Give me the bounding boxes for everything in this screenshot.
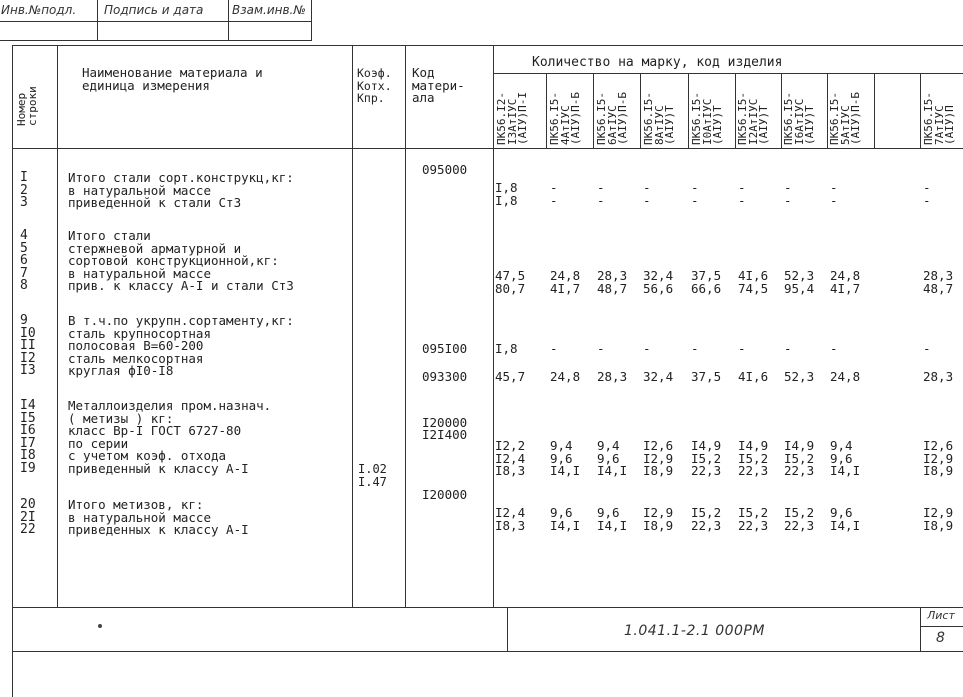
row-text-2: Итого стали стержневой арматурной и сортовой конструкционной,кг: в натуральной массе прив. к классу А-I и стали Ст3: [68, 228, 294, 294]
value-cell: 9,6 I4,I: [597, 505, 628, 533]
value-cell: - -: [738, 180, 746, 208]
item-code-7: ПК56.I5- I6AтIУС (AIУ)Т: [782, 92, 816, 145]
value-cell: 28,3: [597, 369, 628, 384]
value-cell: I2,6 I2,9 I8,9: [923, 438, 954, 479]
value-cell: - -: [597, 180, 605, 208]
value-cell: 9,6 I4,I: [830, 505, 861, 533]
value-cell: I4,9 I5,2 22,3: [691, 438, 722, 479]
value-cell: I,8 I,8: [495, 180, 518, 208]
row-code-5: I20000: [422, 487, 468, 502]
row-code-3b: 093300: [422, 369, 468, 384]
item-code-2: ПК56.I5- 4AтIУС (AIУ)П-Б: [548, 92, 582, 145]
value-cell: 28,3 48,7: [597, 268, 628, 296]
row-text-3: В т.ч.по укрупн.сортаменту,кг: сталь крупносортная полосовая В=60-200 сталь мелкосортная круглая фI0-I8: [68, 313, 294, 379]
item-code-3: ПК56.I5- 6AтIУС (AIУ)П-Б: [595, 92, 629, 145]
value-cell: - -: [923, 180, 931, 208]
stamp-inv-label: Инв.№подл.: [1, 3, 77, 17]
value-cell: 37,5 66,6: [691, 268, 722, 296]
value-cell: I5,2 22,3: [738, 505, 769, 533]
value-cell: -: [923, 341, 931, 356]
value-cell: I4,9 I5,2 22,3: [784, 438, 815, 479]
value-cell: I5,2 22,3: [691, 505, 722, 533]
value-cell: 4I,6 74,5: [738, 268, 769, 296]
stamp-sign-label: Подпись и дата: [104, 3, 204, 17]
value-cell: 24,8: [550, 369, 581, 384]
value-cell: - -: [830, 180, 838, 208]
value-cell: -: [550, 341, 558, 356]
value-cell: I2,2 I2,4 I8,3: [495, 438, 526, 479]
row-text-5: Итого метизов, кг: в натуральной массе приведенных к классу А-I: [68, 497, 249, 538]
row-coef: I.02 I.47: [358, 462, 387, 489]
row-numbers-3: 9 I0 II I2 I3: [20, 313, 36, 379]
value-cell: I4,9 I5,2 22,3: [738, 438, 769, 479]
value-cell: 4I,6: [738, 369, 769, 384]
row-code-4b: I2I400: [422, 427, 468, 442]
value-cell: -: [830, 341, 838, 356]
value-cell: 9,6 I4,I: [550, 505, 581, 533]
item-code-1: ПК56.I2- I3AтIУС (AIУ)П-I: [495, 92, 529, 145]
value-cell: 24,8 4I,7: [550, 268, 581, 296]
item-code-5: ПК56.I5- I0AтIУС (AIУ)Т: [690, 92, 724, 145]
row-code-4a: I20000: [422, 415, 468, 430]
header-coef: Коэф. Котх. Кпр.: [357, 66, 392, 106]
value-cell: I2,9 I8,9: [643, 505, 674, 533]
value-cell: I2,9 I8,9: [923, 505, 954, 533]
value-cell: 9,4 9,6 I4,I: [830, 438, 861, 479]
value-cell: 24,8 4I,7: [830, 268, 861, 296]
value-cell: 9,4 9,6 I4,I: [597, 438, 628, 479]
header-material: Наименование материала и единица измерения: [82, 65, 263, 93]
dot-mark: [98, 624, 102, 628]
value-cell: 52,3 95,4: [784, 268, 815, 296]
stamp-replace-label: Взам.инв.№: [232, 3, 306, 17]
item-code-8: ПК56.I5- 5AтIУС (AIУ)П-Б: [828, 92, 862, 145]
value-cell: - -: [550, 180, 558, 208]
sheet-number: 8: [936, 630, 945, 646]
row-numbers-5: 20 2I 22: [20, 497, 36, 538]
value-cell: 32,4 56,6: [643, 268, 674, 296]
item-code-9: ПК56.I5- 7AтIУС (AIУ)П: [922, 92, 956, 145]
item-code-4: ПК56.I5- 8AтIУС (AIУ)Т: [642, 92, 676, 145]
row-numbers-4: I4 I5 I6 I7 I8 I9: [20, 398, 36, 476]
row-text-4: Металлоизделия пром.назнач. ( метизы ) кг: класс Вр-I ГОСТ 6727-80 по серии с учетом коэф. отхода приведенный к классу А-I: [68, 398, 272, 476]
row-numbers-1: I 2 3: [20, 170, 28, 211]
value-cell: 47,5 80,7: [495, 268, 526, 296]
value-cell: I2,4 I8,3: [495, 505, 526, 533]
value-cell: 24,8: [830, 369, 861, 384]
value-cell: -: [597, 341, 605, 356]
row-code-1: 095000: [422, 162, 468, 177]
value-cell: 45,7: [495, 369, 526, 384]
value-cell: I,8: [495, 341, 518, 356]
row-code-3a: 095I00: [422, 341, 468, 356]
header-row-number: Номер строки: [15, 86, 39, 126]
value-cell: -: [691, 341, 699, 356]
value-cell: -: [784, 341, 792, 356]
value-cell: 52,3: [784, 369, 815, 384]
value-cell: 9,4 9,6 I4,I: [550, 438, 581, 479]
value-cell: I2,6 I2,9 I8,9: [643, 438, 674, 479]
sheet-label: Лист: [927, 609, 955, 622]
doc-code: 1.041.1-2.1 000РМ: [624, 623, 765, 639]
value-cell: - -: [784, 180, 792, 208]
value-cell: 32,4: [643, 369, 674, 384]
value-cell: -: [643, 341, 651, 356]
value-cell: - -: [691, 180, 699, 208]
value-cell: - -: [643, 180, 651, 208]
header-quantity: Количество на марку, код изделия: [532, 55, 783, 70]
value-cell: 28,3 48,7: [923, 268, 954, 296]
value-cell: 28,3: [923, 369, 954, 384]
value-cell: -: [738, 341, 746, 356]
item-code-6: ПК56.I5- I2AтIУС (AIУ)Т: [736, 92, 770, 145]
value-cell: 37,5: [691, 369, 722, 384]
row-numbers-2: 4 5 6 7 8: [20, 228, 28, 294]
value-cell: I5,2 22,3: [784, 505, 815, 533]
header-code: Код матери- ала: [412, 65, 465, 106]
row-text-1: Итого стали сорт.конструкц,кг: в натуральной массе приведенной к стали Ст3: [68, 170, 294, 211]
